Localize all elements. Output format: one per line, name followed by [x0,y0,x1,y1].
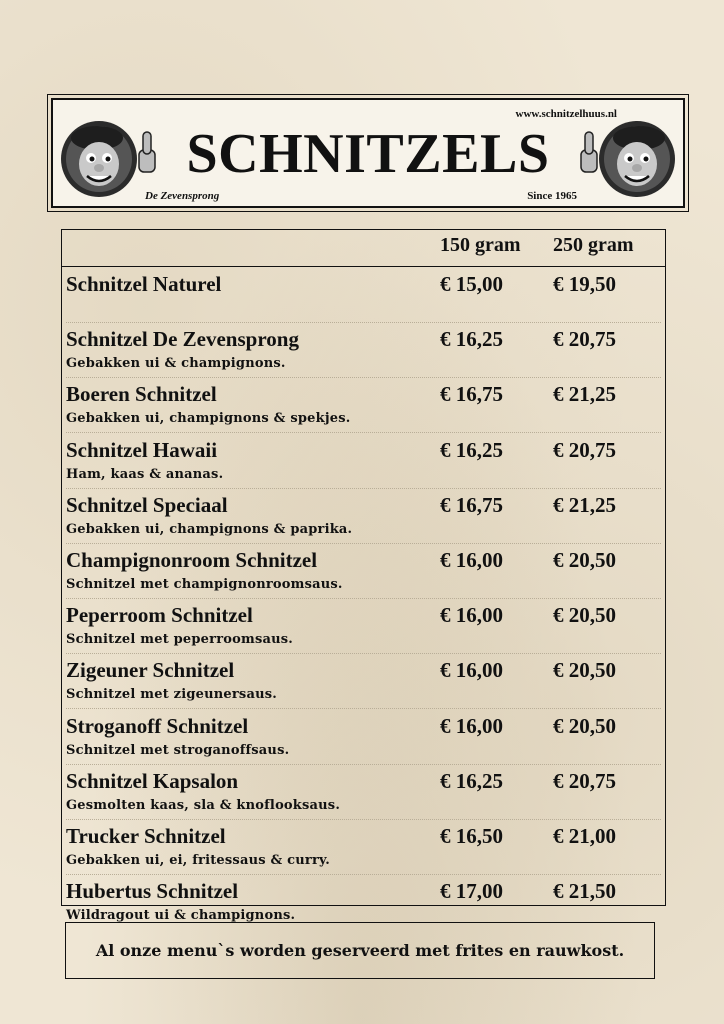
menu-item-price-150: € 16,00 [440,548,503,572]
column-header-250: 250 gram [553,234,634,256]
menu-item-price-150: € 16,75 [440,492,503,517]
menu-item-price-250: € 20,75 [553,768,616,793]
menu-item-description: Wildragout ui & champignons. [66,908,296,924]
menu-item-price-250: € 21,50 [553,879,616,904]
header-divider [62,266,665,267]
footer-note-box [65,922,655,979]
menu-item-name: Schnitzel Naturel [66,272,222,296]
menu-item-price-250: € 20,75 [553,327,616,352]
menu-item-price-250: € 20,50 [553,548,616,572]
menu-item-name: Schnitzel Hawaii [66,437,218,462]
menu-item-price-250: € 19,50 [553,272,616,296]
menu-item-description: Schnitzel met zigeunersaus. [66,687,277,703]
menu-item-description: Gebakken ui & champignons. [66,356,286,372]
menu-item-price-250: € 20,50 [553,713,616,738]
menu-item-price-250: € 21,25 [553,382,616,407]
menu-item-price-150: € 17,00 [440,879,503,904]
menu-item-row [62,710,665,765]
menu-item-row [62,544,665,599]
menu-item-name: Hubertus Schnitzel [66,879,239,904]
menu-item-price-250: € 21,00 [553,824,616,848]
menu-item-name: Stroganoff Schnitzel [66,713,249,738]
menu-item-price-150: € 16,50 [440,824,503,848]
menu-item-name: Champignonroom Schnitzel [66,548,318,572]
menu-item-price-250: € 21,25 [553,492,616,517]
menu-item-name: Schnitzel De Zevensprong [66,327,299,352]
menu-item-name: Trucker Schnitzel [66,824,226,848]
menu-item-name: Boeren Schnitzel [66,382,217,407]
menu-item-price-250: € 20,50 [553,603,616,628]
header-banner [47,94,689,212]
menu-item-name: Zigeuner Schnitzel [66,658,235,683]
menu-item-row [62,654,665,709]
menu-item-row [62,323,665,378]
menu-item-price-150: € 16,00 [440,713,503,738]
menu-item-description: Gesmolten kaas, sla & knoflooksaus. [66,797,341,813]
menu-item-row [62,765,665,820]
since-year: Since 1965 [527,190,577,202]
menu-item-description: Schnitzel met peperroomsaus. [66,632,293,648]
menu-item-description: Gebakken ui, champignons & spekjes. [66,411,351,427]
menu-item-row [62,489,665,544]
menu-item-description: Schnitzel met champignonroomsaus. [66,577,343,592]
menu-item-row [62,268,665,323]
footer-note: Al onze menu`s worden geserveerd met frites en rauwkost. [95,941,625,960]
menu-item-name: Peperroom Schnitzel [66,603,253,628]
menu-item-row [62,434,665,489]
menu-item-description: Ham, kaas & ananas. [66,466,224,482]
menu-item-description: Gebakken ui, ei, fritessaus & curry. [66,853,330,868]
menu-item-price-250: € 20,50 [553,658,616,683]
menu-item-price-150: € 16,25 [440,437,503,462]
menu-item-name: Schnitzel Speciaal [66,492,228,517]
menu-item-row [62,378,665,433]
page-title: SCHNITZELS [186,123,550,185]
menu-item-price-150: € 15,00 [440,272,503,296]
menu-item-price-150: € 16,00 [440,658,503,683]
menu-item-price-250: € 20,75 [553,437,616,462]
website-url: www.schnitzelhuus.nl [515,108,617,120]
menu-item-name: Schnitzel Kapsalon [66,768,239,793]
menu-item-row [62,820,665,875]
menu-item-row [62,599,665,654]
menu-item-price-150: € 16,00 [440,603,503,628]
menu-item-price-150: € 16,25 [440,327,503,352]
menu-table [61,229,666,924]
menu-item-price-150: € 16,75 [440,382,503,407]
menu-item-price-150: € 16,25 [440,768,503,793]
header-inner-frame [51,98,685,208]
restaurant-name: De Zevensprong [145,190,220,202]
column-header-150: 150 gram [440,234,521,256]
menu-item-description: Gebakken ui, champignons & paprika. [66,521,353,537]
menu-item-description: Schnitzel met stroganoffsaus. [66,742,290,758]
